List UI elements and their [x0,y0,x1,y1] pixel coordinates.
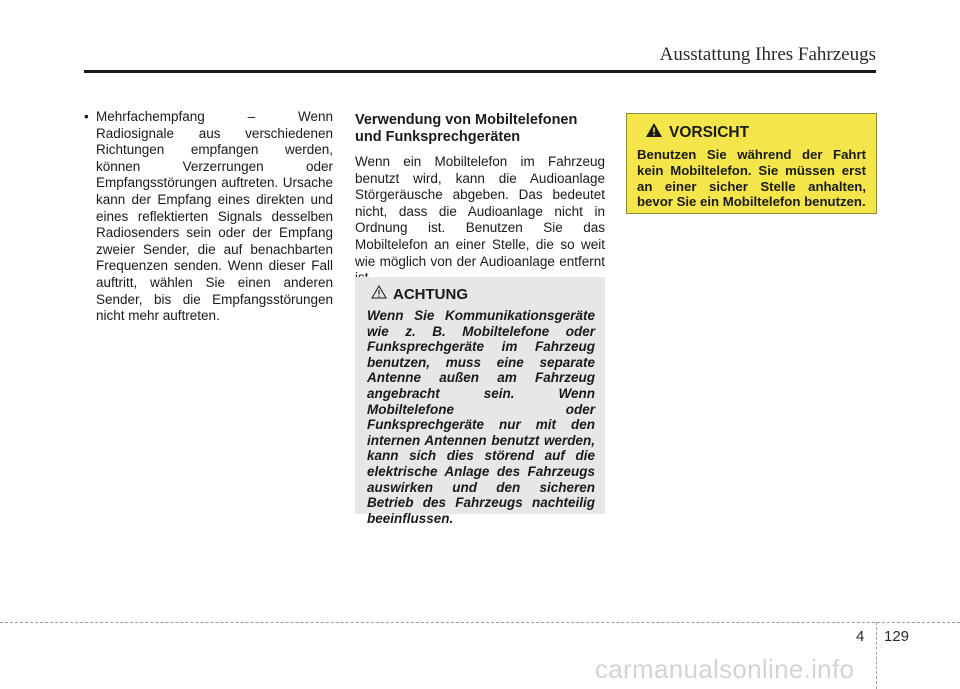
page-number-separator [876,622,877,689]
header-divider [84,70,876,73]
vorsicht-title: VORSICHT [669,123,750,141]
warning-filled-icon [645,122,663,143]
achtung-header [371,285,595,304]
watermark: carmanualsonline.info [595,654,855,684]
warning-outline-icon [371,285,387,304]
list-item [84,109,333,325]
section-body: Wenn ein Mobiltelefon im Fahrzeug benutzt wird, kann die Audioanlage Störgeräusche abgeben. Das bedeutet nicht, dass die Audioanlage nicht in Ordnung ist. Benutzen Sie das Mobiltelefon an einer Stelle, die so weit wie möglich von der Audioanlage entfernt [355,154,605,269]
bullet-text: Mehrfachempfang – Wenn Radiosignale aus verschiedenen Richtungen empfangen werden, können Verzerrungen oder Empfangsstörungen auftreten. Ursache kann der Empfang eines direkten und eines reflektierten Signals desselben Radiosenders sein oder der Empfang zweier Sender, die auf benachbarten Frequenzen senden. Wenn dieser Fall auftritt, wählen Sie einen anderen Sender, bis die Empfangsstörungen nicht mehr auftreten. [96,109,333,324]
vorsicht-body: Benutzen Sie während der Fahrt kein Mobiltelefon. Sie müssen erst an einer sicher Stelle anhalten, bevor Sie ein Mobiltelefon benutzen. [637,147,866,210]
footer-divider [0,622,960,623]
bullet-symbol: • [84,109,89,124]
section-heading [355,112,605,146]
achtung-body: Wenn Sie Kommunikationsgeräte wie z. B. Mobiltelefone oder Funksprechgeräte im Fahrzeug benutzen, muss eine separate Antenne außen am Fahrzeug angebracht sein. Wenn Mobiltelefone oder Funksprechgeräte nur mit den internen Antennen benutzt werden, kann sich dies störend auf die elektrische Anlage des Fahrzeugs auswirken und den sicheren Betrieb des Fahrzeugs nachteilig beeinflussen. [367,308,595,526]
vorsicht-notice [626,113,877,214]
left-column [84,109,333,325]
section-heading-line-2: und Funksprechgeräten [355,129,521,145]
achtung-title: ACHTUNG [393,286,468,303]
achtung-notice [355,277,605,526]
section-heading-line-1: Verwendung von Mobiltelefonen [355,112,578,128]
middle-column [355,112,605,287]
chapter-number: 4 [856,628,865,645]
running-header: Ausstattung Ihres Fahrzeugs [659,44,876,65]
vorsicht-header [645,122,866,143]
page-number: 129 [884,628,910,645]
